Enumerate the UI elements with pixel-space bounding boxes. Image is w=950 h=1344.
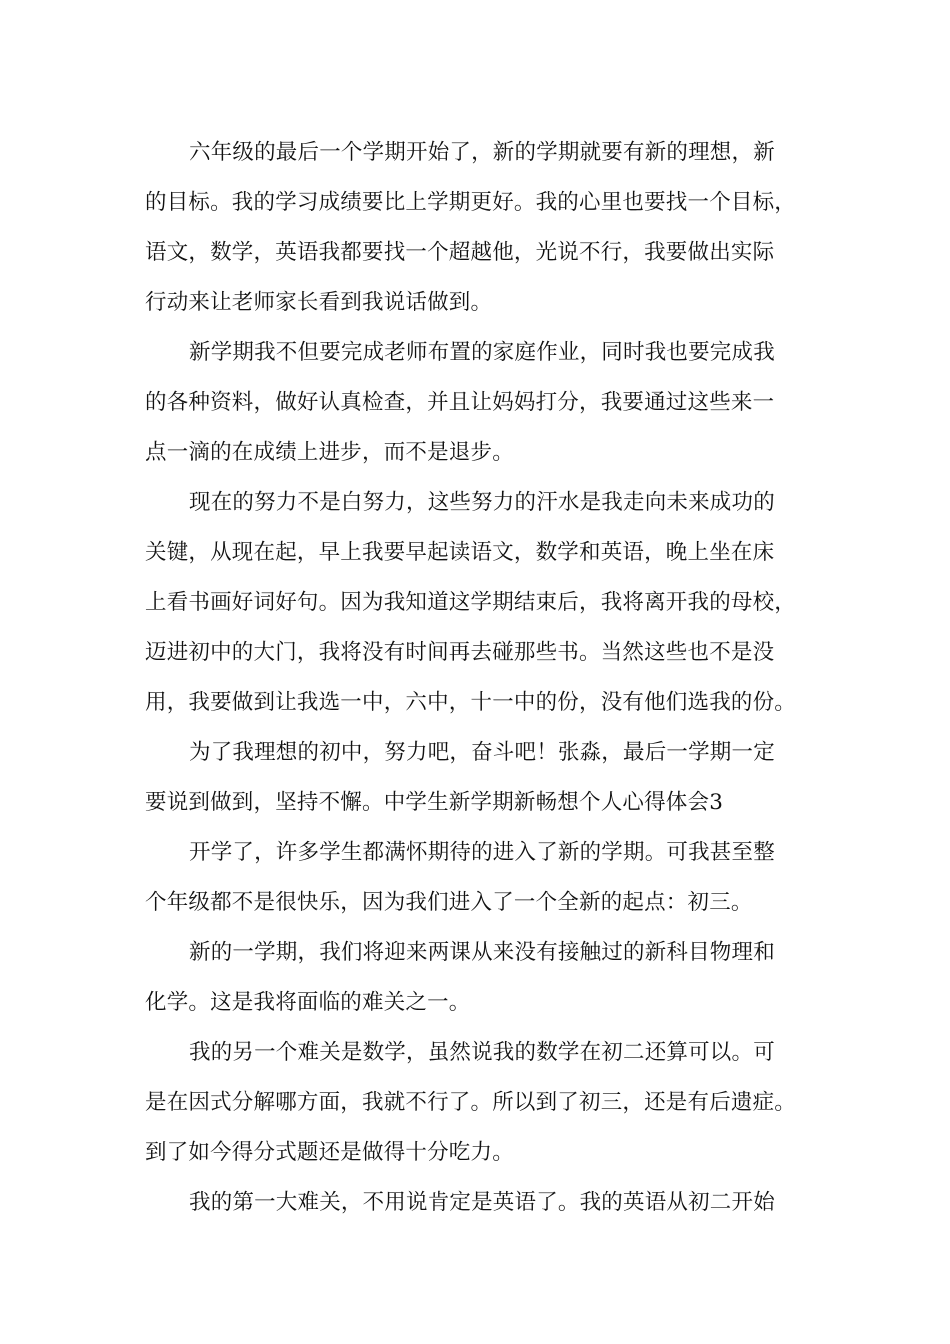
paragraph-3-line-2: 关键，从现在起，早上我要早起读语文，数学和英语，晚上坐在床	[145, 540, 775, 565]
paragraph-3-line-4: 迈进初中的大门，我将没有时间再去碰那些书。当然这些也不是没	[145, 640, 775, 665]
paragraph-6-line-2: 化学。这是我将面临的难关之一。	[145, 990, 471, 1015]
paragraph-2-line-3: 点一滴的在成绩上进步，而不是退步。	[145, 440, 514, 465]
paragraph-5-line-2: 个年级都不是很快乐，因为我们进入了一个全新的起点：初三。	[145, 890, 753, 915]
paragraph-8-line-1: 我的第一大难关，不用说肯定是英语了。我的英语从初二开始	[189, 1190, 775, 1215]
paragraph-5-line-1: 开学了，许多学生都满怀期待的进入了新的学期。可我甚至整	[189, 840, 775, 865]
paragraph-4-line-1: 为了我理想的初中，努力吧，奋斗吧！张淼，最后一学期一定	[189, 740, 775, 765]
paragraph-6-line-1: 新的一学期，我们将迎来两课从来没有接触过的新科目物理和	[189, 940, 775, 965]
paragraph-1-line-2: 的目标。我的学习成绩要比上学期更好。我的心里也要找一个目标，	[145, 190, 797, 215]
paragraph-1-line-4: 行动来让老师家长看到我说话做到。	[145, 290, 493, 315]
paragraph-7-line-1: 我的另一个难关是数学，虽然说我的数学在初二还算可以。可	[189, 1040, 775, 1065]
paragraph-2-line-1: 新学期我不但要完成老师布置的家庭作业，同时我也要完成我	[189, 340, 775, 365]
paragraph-7-line-2: 是在因式分解哪方面，我就不行了。所以到了初三，还是有后遗症。	[145, 1090, 797, 1115]
paragraph-3-line-5: 用，我要做到让我选一中，六中，十一中的份，没有他们选我的份。	[145, 690, 797, 715]
document-body	[145, 128, 845, 1228]
paragraph-1-line-3: 语文，数学，英语我都要找一个超越他，光说不行，我要做出实际	[145, 240, 775, 265]
paragraph-1-line-1: 六年级的最后一个学期开始了，新的学期就要有新的理想，新	[189, 140, 775, 165]
paragraph-3-line-3: 上看书画好词好句。因为我知道这学期结束后，我将离开我的母校，	[145, 590, 797, 615]
paragraph-2-line-2: 的各种资料，做好认真检查，并且让妈妈打分，我要通过这些来一	[145, 390, 775, 415]
paragraph-7-line-3: 到了如今得分式题还是做得十分吃力。	[145, 1140, 514, 1165]
paragraph-4-line-2: 要说到做到，坚持不懈。中学生新学期新畅想个人心得体会3	[145, 790, 724, 815]
paragraph-3-line-1: 现在的努力不是白努力，这些努力的汗水是我走向未来成功的	[189, 490, 775, 515]
